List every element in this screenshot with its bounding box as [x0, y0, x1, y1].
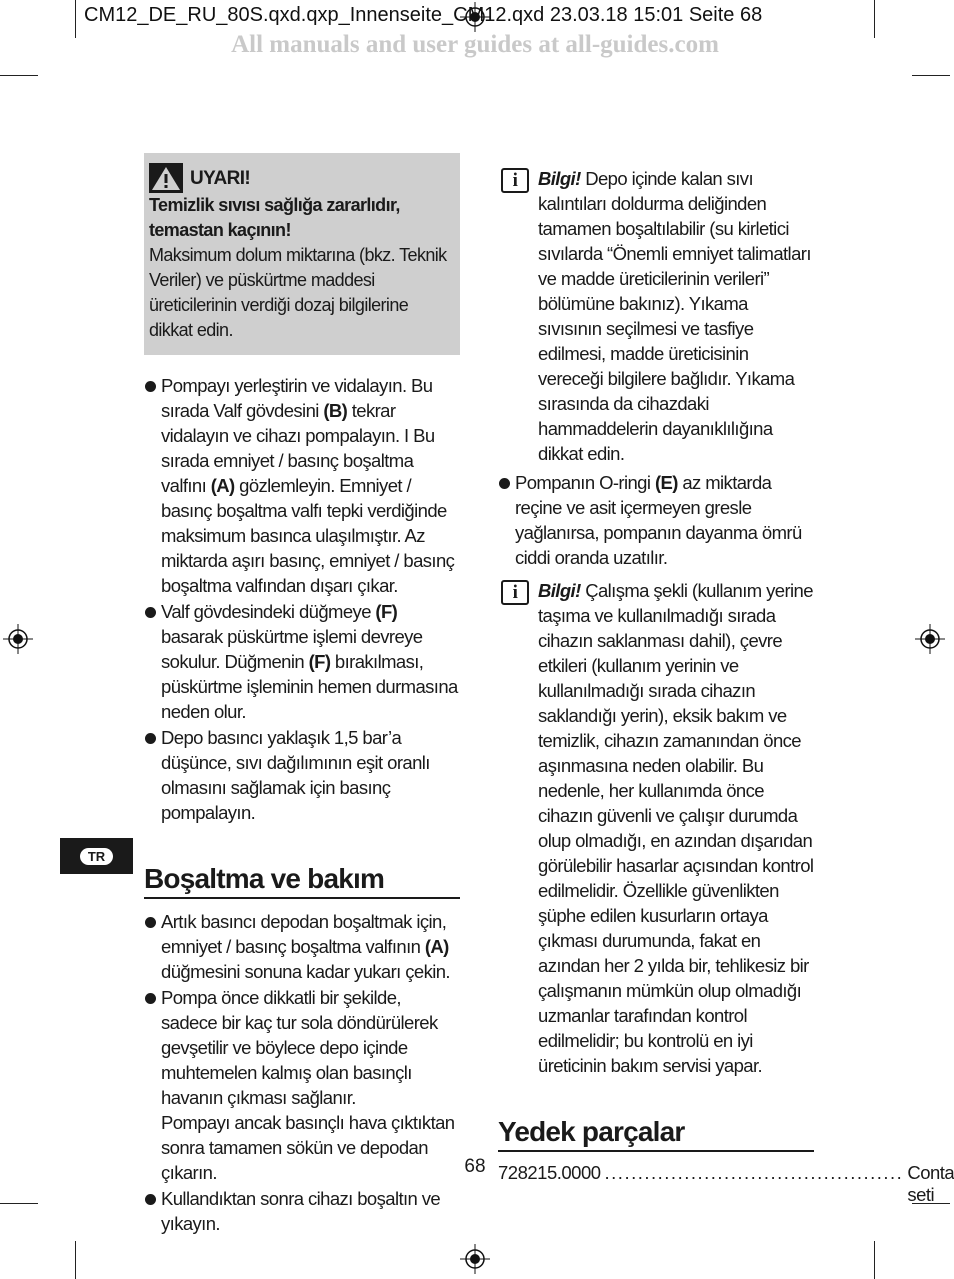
watermark-text: All manuals and user guides at all-guides.com	[231, 31, 719, 58]
warning-subtitle: Temizlik sıvısı sağlığa zararlıdır, temastan kaçının!	[149, 195, 400, 240]
bullet-icon	[499, 478, 510, 489]
list-item: Valf gövdesindeki düğmeye (F) basarak püskürtme işlemi devreye sokulur. Düğmenin (F) bırakılması, püskürtme işleminin hemen durmasına neden olur.	[144, 599, 460, 724]
part-number: 728215.0000	[498, 1162, 601, 1183]
crop-mark	[75, 1241, 76, 1279]
maintenance-list	[144, 909, 460, 1236]
bullet-icon	[145, 607, 156, 618]
bullet-icon	[145, 381, 156, 392]
list-item: Pompa önce dikkatli bir şekilde, sadece bir kaç tur sola döndürülerek gevşetilir ve böylece depo içinde muhtemelen kalmış olan basınçlı havanın çıkması sağlanır. Pompayı ancak basınçlı hava çıktıktan sonra tamamen sökün ve depodan çıkarın.	[144, 985, 460, 1185]
bullet-icon	[145, 917, 156, 928]
leader-dots: .............................................	[604, 1162, 904, 1183]
crop-mark	[874, 1241, 875, 1279]
info-note	[498, 166, 814, 466]
lubrication-list	[498, 470, 814, 570]
left-column	[144, 153, 460, 1237]
file-info-header: CM12_DE_RU_80S.qxd.qxp_Innenseite_CM12.qxd 23.03.18 15:01 Seite 68	[84, 4, 763, 26]
crop-mark	[912, 75, 950, 76]
list-item: Pompanın O-ringi (E) az miktarda reçine ve asit içermeyen gresle yağlanırsa, pompanın dayanma ömrü ciddi oranda uzatılır.	[498, 470, 814, 570]
section-title-bosaltma: Boşaltma ve bakım	[144, 863, 460, 899]
crop-mark	[0, 75, 38, 76]
warning-header	[149, 163, 454, 193]
part-name: Conta seti	[907, 1162, 954, 1205]
right-column	[498, 166, 954, 1206]
info-text: Çalışma şekli (kullanım yerine taşıma ve kullanılmadığı sırada cihazın saklanması dahil), çevre etkileri (kullanım yerinin ve kullanılmadığı sırada cihazın saklandığı yerin), eksik bakım ve temizlik, cihazın zamanından önce aşınmasına neden olabilir. Bu nedenle, her kullanımda önce cihazın güvenli ve çalışır durumda olup olmadığı, en azından dışarıdan görülebilir hasarlar açısından kontrol edilmelidir. Özellikle güvenlikten şüphe edilen kusurların ortaya çıkması durumunda, fakat en azından her 2 yılda bir, tehlikesiz bir çalışmanın mümkün olup olmadığı uzmanlar tarafından kontrol edilmelidir; bu kontrolü en iyi üreticinin bakım servisi yapar.	[538, 580, 814, 1076]
list-item: Artık basıncı depodan boşaltmak için, emniyet / basınç boşaltma valfının (A) düğmesini sonuna kadar yukarı çekin.	[144, 909, 460, 984]
warning-title: UYARI!	[190, 167, 251, 189]
info-text: Depo içinde kalan sıvı kalıntıları doldurma deliğinden tamamen boşaltılabilir (su kirletici sıvılarda “Önemli emniyet talimatları ve madde üreticilerinin verileri” bölümüne bakınız). Yıkama sıvısının seçilmesi ve tasfiye edilmesi, madde üreticisinin vereceği bilgilere bağlıdır. Yıkama sırasında da cihazdaki hammaddelerin dayanıklılığına dikkat edin.	[538, 168, 811, 464]
registration-mark-icon	[460, 1244, 490, 1274]
warning-box	[144, 153, 460, 355]
info-icon: i	[501, 168, 529, 193]
list-item: Depo basıncı yaklaşık 1,5 bar’a düşünce, sıvı dağılımının eşit oranlı olmasını sağlamak için basınç pompalayın.	[144, 725, 460, 825]
bullet-icon	[145, 993, 156, 1004]
list-item: Kullandıktan sonra cihazı boşaltın ve yıkayın.	[144, 1186, 460, 1236]
warning-body: Maksimum dolum miktarına (bkz. Teknik Veriler) ve püskürtme maddesi üreticilerinin verdiği dozaj bilgilerine dikkat edin.	[149, 245, 447, 340]
list-item: Pompayı yerleştirin ve vidalayın. Bu sırada Valf gövdesini (B) tekrar vidalayın ve cihazı pompalayın. I Bu sırada emniyet / basınç boşaltma valfını (A) gözlemleyin. Emniyet / basınç boşaltma valfı tepki verdiğinde maksimum basınca ulaşılmıştır. Az miktarda aşırı basınç, emniyet / basınç boşaltma valfından dışarı çıkar.	[144, 373, 460, 598]
crop-mark	[0, 1203, 38, 1204]
language-code: TR	[80, 848, 113, 865]
registration-mark-icon	[915, 624, 945, 654]
warning-triangle-icon	[149, 163, 183, 193]
section-title-yedek: Yedek parçalar	[498, 1116, 814, 1152]
info-note	[498, 578, 814, 1078]
info-label: Bilgi!	[538, 580, 581, 601]
bullet-icon	[145, 733, 156, 744]
procedure-list	[144, 373, 460, 825]
language-tab	[60, 838, 133, 874]
registration-mark-icon	[3, 624, 33, 654]
info-icon: i	[501, 580, 529, 605]
bullet-icon	[145, 1194, 156, 1205]
page-number: 68	[464, 1156, 486, 1177]
info-label: Bilgi!	[538, 168, 581, 189]
